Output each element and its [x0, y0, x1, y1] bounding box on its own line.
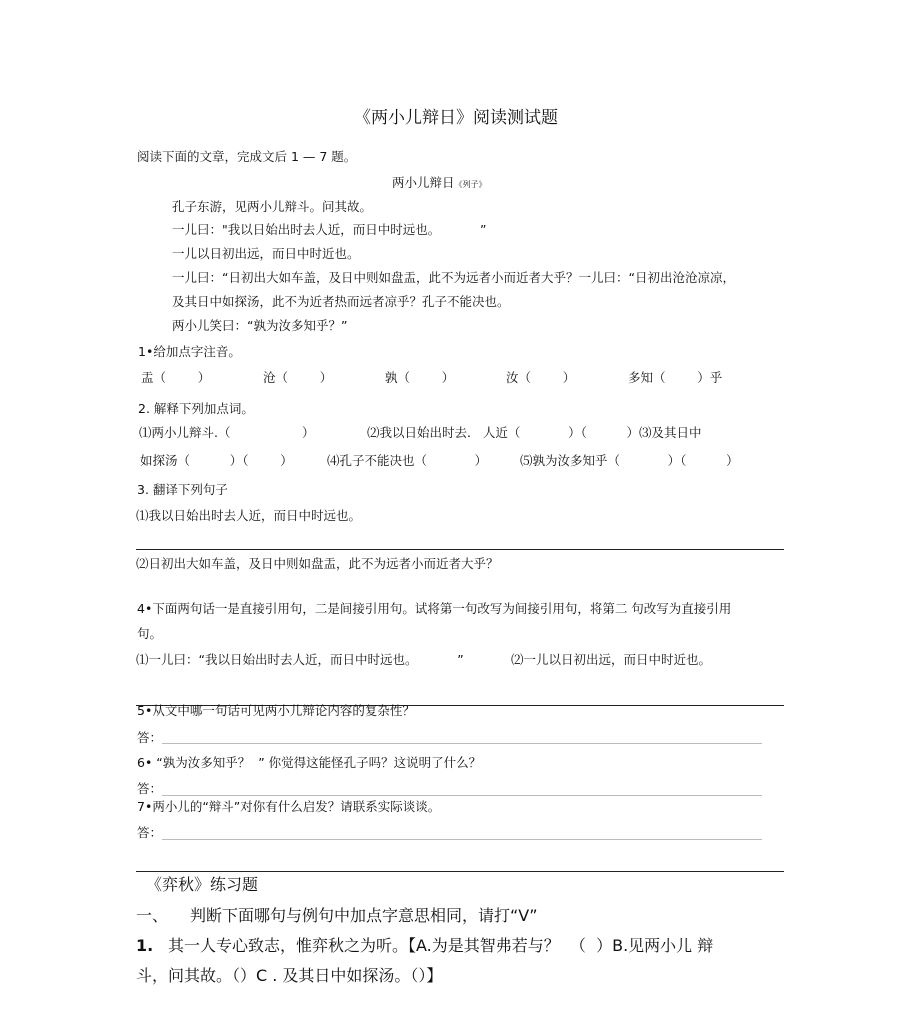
section-divider: [136, 871, 784, 872]
question-4-label-cont: 句。: [137, 626, 163, 641]
q3-sentence: ⑵日初出大如车盖，及日中则如盘盂，此不为远者小而近者大乎？: [136, 556, 499, 571]
q2-item: ⑴两小儿辩斗.（ ）: [139, 425, 315, 440]
answer-label: 答：: [137, 825, 163, 840]
question-6-label: 6• “孰为汝多知乎？ ” 你觉得这能怪孔子吗？这说明了什么？: [137, 755, 482, 770]
page-title: 《两小儿辩日》阅读测试题: [354, 108, 558, 128]
q3-sentence: ⑴我以日始出时去人近，而日中时远也。: [136, 508, 362, 523]
passage-line: 一儿曰：“日初出大如车盖，及日中则如盘盂，此不为远者小而近者大乎？一儿曰：“日初出沧沧凉凉，: [172, 270, 735, 285]
q2-item: ⑵我以日始出时去. 人近（ ）（ ）⑶及其日中: [367, 425, 702, 440]
section-2-title: 《弈秋》练习题: [146, 875, 259, 894]
answer-line[interactable]: [162, 795, 762, 796]
q1-item: 多知（ ）乎: [628, 370, 723, 385]
passage-line: 一儿曰："我以日始出时去人近，而日中时远也。 ”: [172, 222, 487, 237]
passage-heading: [392, 175, 487, 193]
question-1-label: 1•给加点字注音。: [138, 344, 241, 359]
q2-item: ⑷孔子不能决也（ ）: [327, 453, 488, 468]
instruction: 阅读下面的文章，完成文后 1 — 7 题。: [137, 149, 357, 164]
answer-label: 答：: [137, 781, 163, 796]
q2-item: 如探汤（ ）（ ）: [140, 453, 293, 468]
answer-label: 答：: [137, 730, 163, 745]
q1-item: 沧（ ）: [263, 370, 333, 385]
question-3-label: 3. 翻译下列句子: [137, 482, 228, 497]
question-2-label: 2. 解释下列加点词。: [138, 401, 254, 416]
item-text-cont: 斗，问其故。（）C . 及其日中如探汤。（）】: [136, 966, 443, 985]
q1-item: 孰（ ）: [385, 370, 455, 385]
answer-rule: [136, 549, 784, 550]
q4-sentence: ⑴一儿曰：“我以日始出时去人近，而日中时远也。 ”: [136, 652, 464, 667]
passage-source: 《列子》: [454, 180, 487, 189]
passage-line: 两小儿笑曰：“孰为汝多知乎？”: [172, 318, 348, 333]
passage-line: 一儿以日初出远，而日中时近也。: [172, 246, 360, 261]
item-number: 1.: [136, 936, 154, 955]
q4-sentence: ⑵一儿以日初出远，而日中时近也。: [511, 652, 712, 667]
passage-heading-text: 两小儿辩日: [392, 175, 455, 190]
item-text: 其一人专心致志，惟弈秋之为听。【A.为是其智弗若与？ （ ）B.见两小儿 辩: [168, 936, 714, 955]
passage-line: 孔子东游，见两小儿辩斗。问其故。: [172, 199, 373, 214]
part-instruction: 判断下面哪句与例句中加点字意思相同，请打“V”: [190, 906, 538, 925]
answer-line[interactable]: [162, 839, 762, 840]
q1-item: 汝（ ）: [506, 370, 576, 385]
passage-line: 及其日中如探汤，此不为近者热而远者凉乎？孔子不能决也。: [172, 294, 510, 309]
question-4-label: 4•下面两句话一是直接引用句，二是间接引用句。试将第一句改写为间接引用句，将第二 句改写为直接引用: [137, 601, 732, 616]
answer-line[interactable]: [162, 743, 762, 744]
q1-item: 盂（ ）: [141, 370, 211, 385]
part-number: 一、: [136, 906, 169, 925]
question-7-label: 7•两小儿的“辩斗”对你有什么启发？请联系实际谈谈。: [137, 799, 441, 814]
q2-item: ⑸孰为汝多知乎（ ）（ ）: [520, 453, 739, 468]
question-5-label: 5•从文中哪一句话可见两小儿辩论内容的复杂性？: [137, 703, 415, 718]
